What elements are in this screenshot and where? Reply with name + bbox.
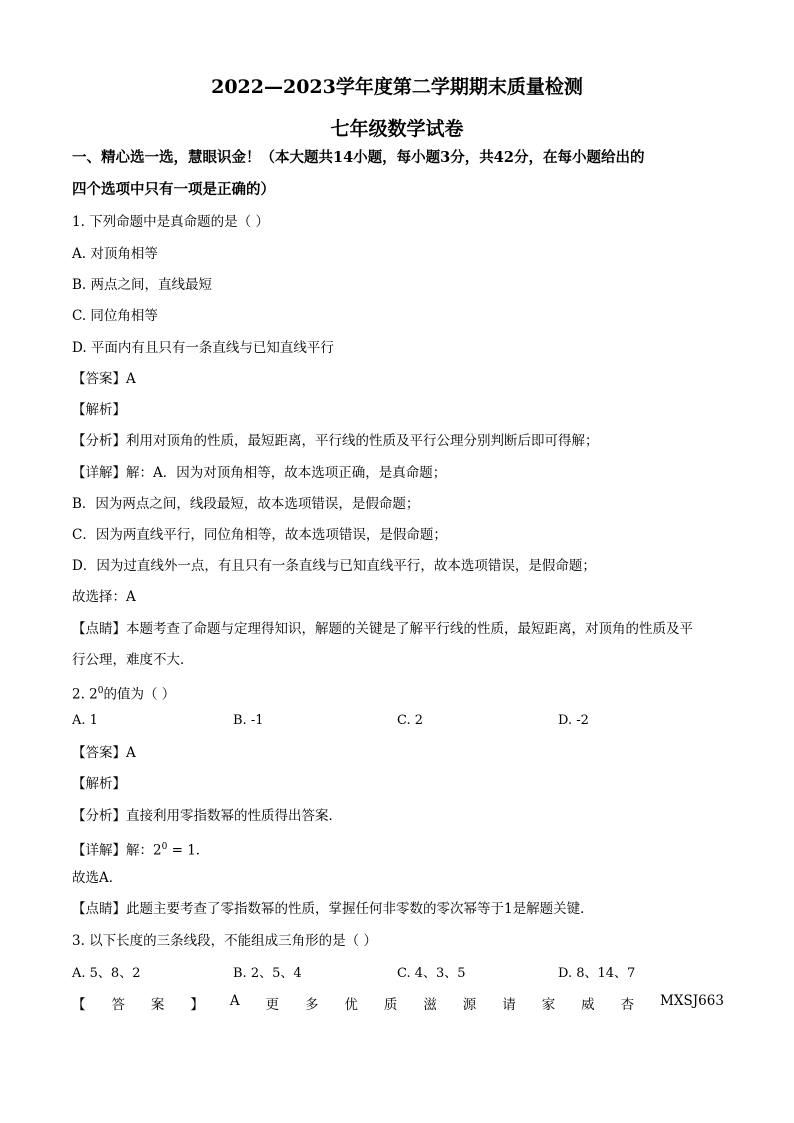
answer-char: 更: [265, 997, 280, 1013]
q1-option-d: D. 平面内有且只有一条直线与已知直线平行: [72, 340, 334, 356]
answer-char: 多: [304, 997, 319, 1013]
answer-char: 家: [541, 997, 556, 1013]
q2-choose: 故选A．: [72, 870, 123, 886]
q1-detail-b: B．因为两点之间，线段最短，故本选项错误，是假命题；: [72, 496, 420, 512]
q3-stem: 3. 以下长度的三条线段，不能组成三角形的是（ ）: [72, 933, 377, 949]
q3-answer-line: [72, 993, 724, 1013]
q2-xiangjie-exponent: 0: [161, 842, 168, 852]
exam-title: 2022—2023学年度第二学期期末质量检测: [211, 76, 583, 98]
q2-option-c: C. 2: [397, 713, 424, 728]
answer-char: 源: [462, 997, 477, 1013]
q1-jiexi: 【解析】: [72, 402, 126, 418]
q2-fenxi: 【分析】直接利用零指数幂的性质得出答案．: [72, 808, 342, 824]
answer-char: 优: [344, 997, 358, 1013]
q1-option-a: A. 对顶角相等: [72, 246, 158, 262]
q1-detail-d: D．因为过直线外一点，有且只有一条直线与已知直线平行，故本选项错误，是假命题；: [72, 558, 596, 574]
q2-option-b: B. -1: [233, 713, 264, 728]
q2-xiangjie-suffix: = 1．: [167, 842, 210, 859]
q2-dianjing: 【点睛】此题主要考查了零指数幂的性质，掌握任何非零数的零次幂等于1是解题关键．: [72, 901, 594, 917]
answer-char: 】: [190, 997, 204, 1013]
answer-code: MXSJ663: [660, 993, 724, 1009]
q1-fenxi: 【分析】利用对顶角的性质，最短距离，平行线的性质及平行公理分别判断后即可得解；: [72, 433, 599, 449]
q1-option-c: C. 同位角相等: [72, 308, 158, 324]
answer-char: 质: [383, 997, 398, 1013]
answer-char: 请: [502, 997, 516, 1013]
section-heading-line1: 一、精心选一选，慧眼识金！（本大题共14小题，每小题3分，共42分，在每小题给出的: [72, 149, 645, 166]
q3-option-d: D. 8、14、7: [558, 966, 636, 981]
q1-stem: 1. 下列命题中是真命题的是（ ）: [72, 214, 269, 230]
q2-option-a: A. 1: [72, 713, 98, 728]
q2-jiexi: 【解析】: [72, 776, 126, 792]
section-heading-line2: 四个选项中只有一项是正确的）: [72, 181, 275, 198]
answer-char: 答: [111, 997, 125, 1013]
answer-char: 杏: [620, 997, 635, 1013]
q2-xiangjie: [72, 837, 209, 861]
q2-stem-prefix: 2. 2: [72, 686, 98, 703]
q1-option-b: B. 两点之间，直线最短: [72, 277, 213, 293]
q2-answer: 【答案】A: [72, 745, 136, 761]
q2-option-d: D. -2: [558, 713, 589, 728]
q2-stem-suffix: 的值为（ ）: [103, 686, 176, 703]
q3-option-b: B. 2、5、4: [233, 966, 302, 981]
answer-char: 【: [72, 997, 86, 1013]
answer-char: 滋: [423, 997, 437, 1013]
q2-stem: [72, 681, 175, 705]
q2-stem-exponent: 0: [97, 686, 104, 696]
q1-xiangjie: 【详解】解：A．因为对顶角相等，故本选项正确，是真命题；: [72, 465, 447, 481]
q3-option-a: A. 5、8、2: [72, 966, 141, 981]
exam-subtitle: 七年级数学试卷: [330, 118, 464, 140]
q1-choose: 故选择：A: [72, 589, 136, 605]
q1-dianjing-line1: 【点睛】本题考查了命题与定理得知识，解题的关键是了解平行线的性质，最短距离，对顶角的性质及平: [72, 621, 693, 637]
q2-xiangjie-prefix: 【详解】解：2: [72, 842, 162, 859]
answer-char: 威: [581, 997, 595, 1013]
answer-char: A: [229, 993, 240, 1009]
q3-option-c: C. 4、3、5: [397, 966, 466, 981]
q1-answer: 【答案】A: [72, 371, 136, 387]
answer-char: 案: [150, 997, 165, 1013]
q1-detail-c: C．因为两直线平行，同位角相等，故本选项错误，是假命题；: [72, 527, 447, 543]
q1-dianjing-line2: 行公理，难度不大．: [72, 652, 194, 668]
